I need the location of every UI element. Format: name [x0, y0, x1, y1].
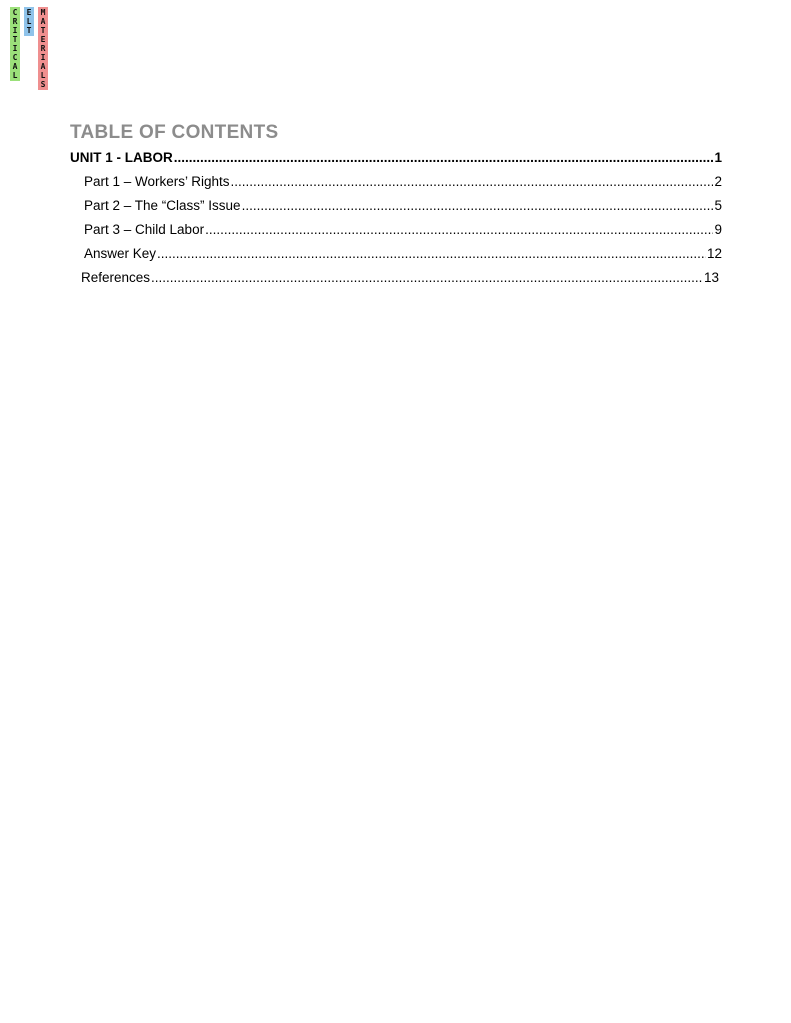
logo-strip-elt: E L T [24, 7, 34, 36]
toc-entry-part-2[interactable] [70, 198, 722, 222]
critical-elt-materials-logo [10, 7, 48, 90]
toc-entry-label: Part 1 – Workers’ Rights [84, 174, 230, 189]
toc-entry-label: UNIT 1 - LABOR [70, 150, 173, 165]
toc-entry-references[interactable] [70, 270, 719, 294]
toc-entry-label: References [81, 270, 151, 285]
table-of-contents [70, 150, 722, 294]
toc-entry-label: Answer Key [84, 246, 157, 261]
logo-strip-materials: M A T E R I A L S [38, 7, 48, 90]
toc-entry-part-3[interactable] [70, 222, 722, 246]
toc-entry-label: Part 3 – Child Labor [84, 222, 205, 237]
dot-leader [242, 198, 714, 213]
logo-strip-critical: C R I T I C A L [10, 7, 20, 81]
dot-leader [151, 270, 703, 285]
toc-title: TABLE OF CONTENTS [70, 122, 279, 143]
toc-entry-page: 9 [714, 222, 722, 237]
toc-entry-part-1[interactable] [70, 174, 722, 198]
dot-leader [205, 222, 713, 237]
toc-entry-page: 1 [714, 150, 722, 165]
toc-entry-page: 12 [706, 246, 722, 261]
toc-entry-label: Part 2 – The “Class” Issue [84, 198, 241, 213]
toc-entry-page: 2 [714, 174, 722, 189]
dot-leader [231, 174, 714, 189]
toc-entry-unit-1[interactable] [70, 150, 722, 174]
toc-entry-answer-key[interactable] [70, 246, 722, 270]
dot-leader [174, 150, 714, 165]
toc-entry-page: 13 [703, 270, 719, 285]
dot-leader [157, 246, 706, 261]
toc-entry-page: 5 [714, 198, 722, 213]
